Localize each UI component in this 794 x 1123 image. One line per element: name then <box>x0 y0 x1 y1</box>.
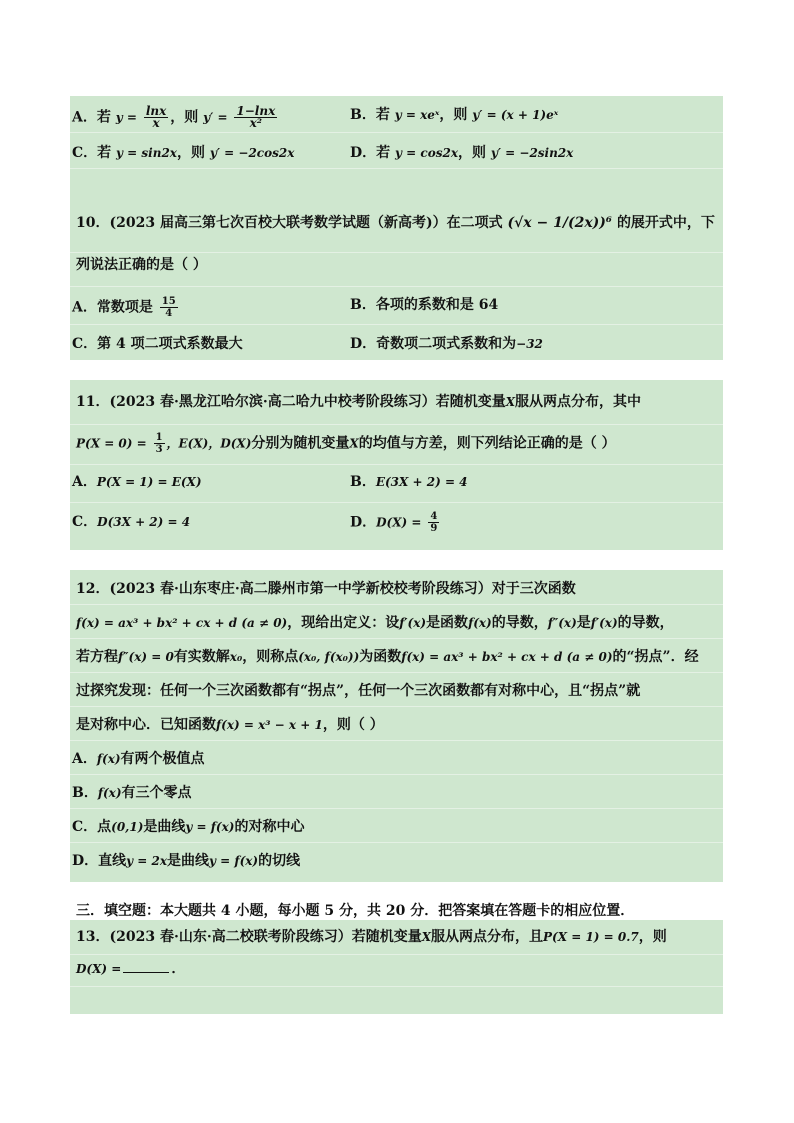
q13-stem-line1: 13．(2023 春·山东·高二校联考阶段练习）若随机变量X服从两点分布，且P(X = 1) = 0.7，则 <box>76 929 667 945</box>
q12-option-a: A．f(x)有两个极值点 <box>72 751 205 767</box>
q10-option-b: B．各项的系数和是 64 <box>350 297 499 313</box>
q11-option-c: C．D(3X + 2) = 4 <box>72 514 191 530</box>
q12-option-b: B．f(x)有三个零点 <box>72 785 192 801</box>
q11-option-b: B．E(3X + 2) = 4 <box>350 474 468 490</box>
q10-stem-line1: 10．(2023 届高三第七次百校大联考数学试题（新高考)）在二项式 (√x − 1/(2x))⁶ 的展开式中，下 <box>76 215 715 231</box>
q12-option-c: C．点(0,1)是曲线y = f(x)的对称中心 <box>72 819 305 835</box>
q12-stem-line5: 是对称中心．已知函数f(x) = x³ − x + 1，则（ ） <box>76 717 384 733</box>
q12-stem-line3: 若方程f″(x) = 0有实数解x₀，则称点(x₀, f(x₀))为函数f(x) = ax³ + bx² + cx + d (a ≠ 0)的“拐点”．经 <box>76 649 699 665</box>
q13-stem-line2: D(X) = ． <box>76 961 186 977</box>
q10-stem-line2: 列说法正确的是（ ） <box>76 257 207 273</box>
q11-stem-line2: P(X = 0) = $\frac{1}{3}$ ，E(X)，D(X)分别为随机变量X的均值与方差，则下列结论正确的是（ ） <box>76 432 616 455</box>
q12-stem-line2: f(x) = ax³ + bx² + cx + d (a ≠ 0)，现给出定义：设f′(x)是函数f(x)的导数，f″(x)是f′(x)的导数， <box>76 615 674 631</box>
q10-option-c: C．第 4 项二项式系数最大 <box>72 336 243 352</box>
q9-option-c: C．若 y = sin2x，则 y′ = −2cos2x <box>72 145 295 161</box>
q9-option-d: D．若 y = cos2x，则 y′ = −2sin2x <box>350 145 574 161</box>
q9-option-b: B．若 y = xeˣ，则 y′ = (x + 1)eˣ <box>350 107 559 123</box>
q9-option-a: A．若 y = $\frac{\ln x}{x}$ ，则 y′ = $\frac{1-\ln x}{\text{x²}}$ <box>72 104 276 130</box>
q12-stem-line4: 过探究发现：任何一个三次函数都有“拐点”，任何一个三次函数都有对称中心，且“拐点”就 <box>76 683 641 699</box>
q12-stem-line1: 12．(2023 春·山东枣庄·高二滕州市第一中学新校校考阶段练习）对于三次函数 <box>76 581 576 597</box>
answer-blank[interactable] <box>123 972 169 973</box>
q10-option-a: A．常数项是 $\frac{15}{4}$ <box>72 296 176 319</box>
q10-option-d: D．奇数项二项式系数和为−32 <box>350 336 543 352</box>
section-3-heading: 三．填空题：本大题共 4 小题，每小题 5 分，共 20 分．把答案填在答题卡的相应位置． <box>76 903 635 919</box>
q12-option-d: D．直线y = 2x是曲线y = f(x)的切线 <box>72 853 301 869</box>
q11-option-d: D．D(X) = $\frac{4}{9}$ <box>350 511 438 534</box>
q11-stem-line1: 11．(2023 春·黑龙江哈尔滨·高二哈九中校考阶段练习）若随机变量X服从两点分布，其中 <box>76 394 642 410</box>
q11-option-a: A．P(X = 1) = E(X) <box>72 474 202 490</box>
